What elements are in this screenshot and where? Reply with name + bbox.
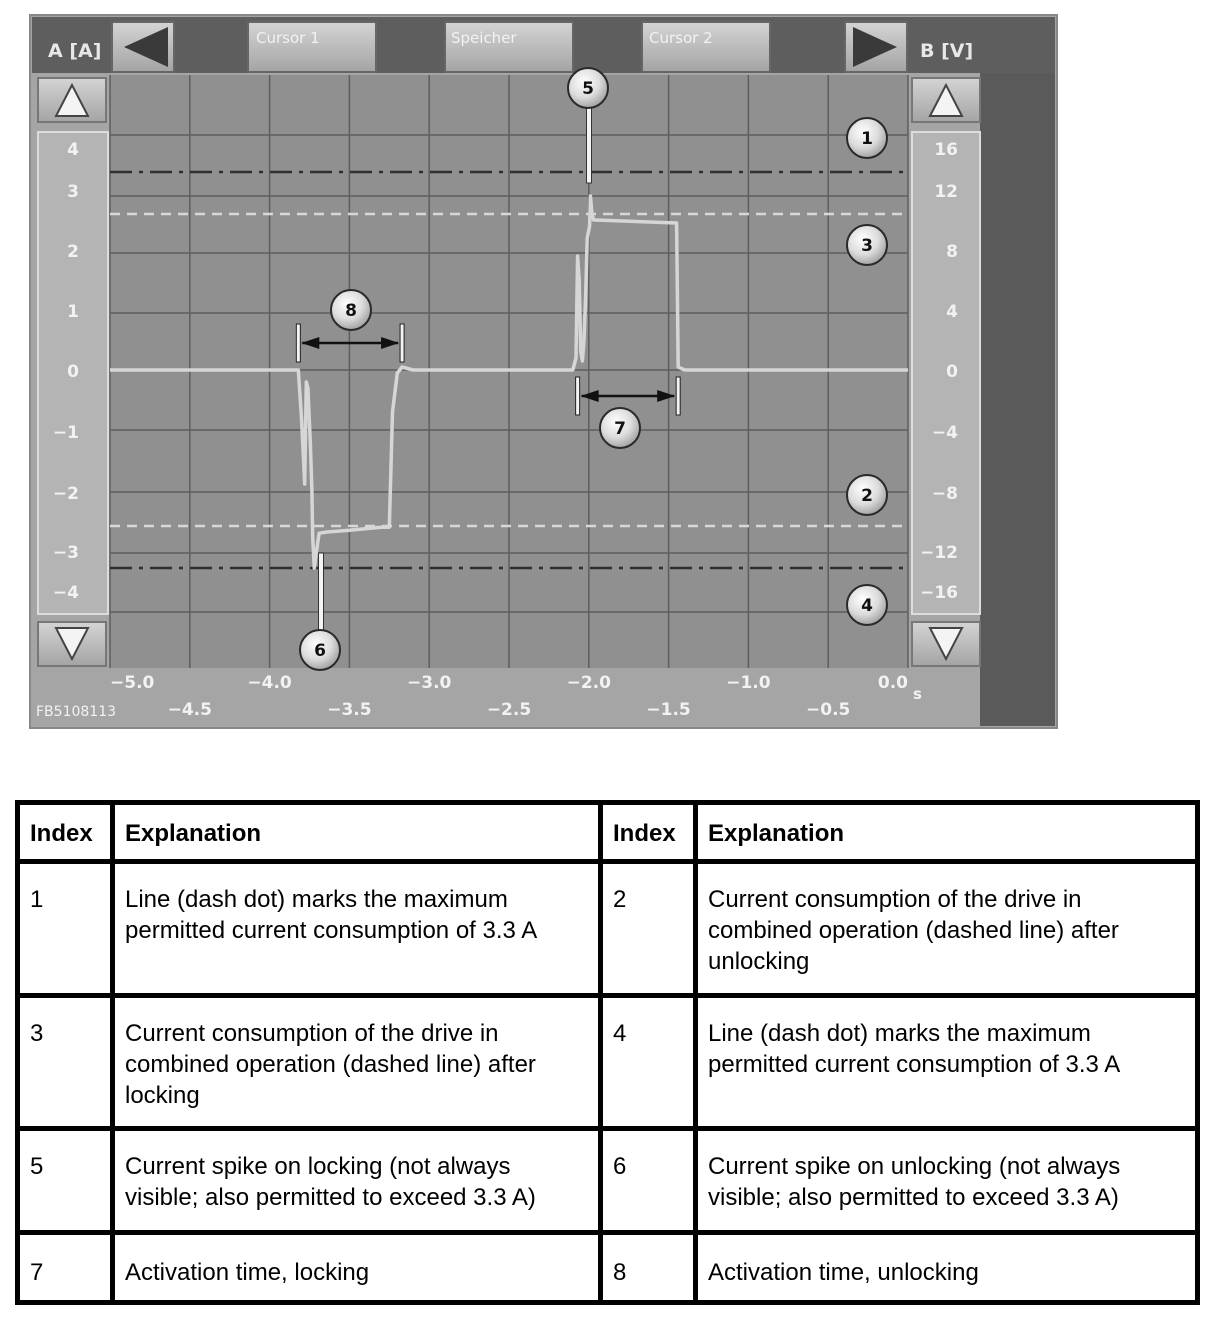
y-tick-label-right: −8 <box>931 484 958 504</box>
cursor-2-button[interactable] <box>642 22 770 72</box>
legend-header-row <box>18 803 1198 862</box>
callout-label: 3 <box>861 236 873 256</box>
y-tick-label-left: −1 <box>52 423 79 443</box>
interval-bar <box>576 377 580 415</box>
explanation-cell: Activation time, locking <box>113 1232 601 1302</box>
leader-line <box>319 553 324 632</box>
figure-id: FB5108113 <box>36 704 117 720</box>
table-row <box>18 995 1198 1129</box>
y-tick-label-left: −4 <box>52 583 79 603</box>
y-tick-label-right: −4 <box>931 423 958 443</box>
callout-6 <box>300 630 340 670</box>
callout-5 <box>568 68 608 108</box>
x-tick-label: 0.0 <box>877 673 908 693</box>
right-axis-label: B [V] <box>920 40 974 62</box>
explanation-cell: Current spike on locking (not always visible; also permitted to exceed 3.3 A) <box>113 1129 601 1232</box>
explanation-cell: Line (dash dot) marks the maximum permitted current consumption of 3.3 A <box>113 862 601 996</box>
index-cell: 4 <box>601 995 696 1129</box>
interval-bar <box>400 324 404 362</box>
explanation-cell: Current spike on unlocking (not always visible; also permitted to exceed 3.3 A) <box>696 1129 1198 1232</box>
callout-8 <box>331 290 371 330</box>
right-scale-up-button[interactable] <box>912 78 980 122</box>
index-cell: 3 <box>18 995 113 1129</box>
x-tick-label: −1.0 <box>726 673 771 693</box>
y-tick-label-right: 16 <box>934 140 958 160</box>
legend-table <box>15 800 1200 1305</box>
y-tick-label-right: 8 <box>946 242 958 262</box>
callout-label: 4 <box>861 596 873 616</box>
header-explanation: Explanation <box>696 803 1198 862</box>
callout-3 <box>847 225 887 265</box>
cursor-1-label: Cursor 1 <box>256 29 320 47</box>
x-tick-label: −4.0 <box>247 673 292 693</box>
explanation-cell: Current consumption of the drive in combined operation (dashed line) after locking <box>113 995 601 1129</box>
right-dark-panel <box>980 73 1055 726</box>
x-tick-label: −2.0 <box>566 673 611 693</box>
left-axis-label: A [A] <box>48 40 102 62</box>
index-cell: 8 <box>601 1232 696 1302</box>
x-tick-label: −3.5 <box>327 700 372 720</box>
x-tick-label: −0.5 <box>806 700 851 720</box>
x-tick-label: −4.5 <box>167 700 212 720</box>
callout-1 <box>847 118 887 158</box>
callout-7 <box>600 408 640 448</box>
y-tick-label-left: 0 <box>67 362 79 382</box>
explanation-cell: Current consumption of the drive in combined operation (dashed line) after unlocking <box>696 862 1198 996</box>
callout-label: 6 <box>314 641 326 661</box>
x-tick-label: −2.5 <box>486 700 532 720</box>
left-scale-up-button[interactable] <box>38 78 106 122</box>
table-row <box>18 1129 1198 1232</box>
x-tick-label: −3.0 <box>407 673 452 693</box>
y-tick-label-left: −3 <box>52 543 79 563</box>
scroll-right-button[interactable] <box>845 22 907 72</box>
interval-bar <box>296 324 300 362</box>
y-tick-label-right: −12 <box>920 543 958 563</box>
y-tick-label-left: 4 <box>67 140 79 160</box>
explanation-cell: Line (dash dot) marks the maximum permitted current consumption of 3.3 A <box>696 995 1198 1129</box>
callout-2 <box>847 475 887 515</box>
header-index: Index <box>601 803 696 862</box>
interval-bar <box>676 377 680 415</box>
y-tick-label-left: 1 <box>67 302 79 322</box>
y-tick-label-left: 3 <box>67 182 79 202</box>
index-cell: 7 <box>18 1232 113 1302</box>
y-tick-label-left: −2 <box>52 484 79 504</box>
y-tick-label-right: 0 <box>946 362 958 382</box>
y-tick-label-right: 12 <box>934 182 958 202</box>
scroll-left-button[interactable] <box>112 22 174 72</box>
index-cell: 2 <box>601 862 696 996</box>
x-unit-label: s <box>913 685 922 703</box>
header-index: Index <box>18 803 113 862</box>
y-tick-label-left: 2 <box>67 242 79 262</box>
index-cell: 1 <box>18 862 113 996</box>
callout-label: 1 <box>861 129 873 149</box>
memory-label: Speicher <box>451 29 517 47</box>
table-row <box>18 1232 1198 1302</box>
table-row <box>18 862 1198 996</box>
x-tick-label: −5.0 <box>110 673 155 693</box>
right-scale-down-button[interactable] <box>912 622 980 666</box>
callout-label: 2 <box>861 486 873 506</box>
y-tick-label-right: −16 <box>920 583 958 603</box>
callout-4 <box>847 585 887 625</box>
header-explanation: Explanation <box>113 803 601 862</box>
left-scale-down-button[interactable] <box>38 622 106 666</box>
leader-line <box>587 108 592 183</box>
explanation-cell: Activation time, unlocking <box>696 1232 1198 1302</box>
index-cell: 6 <box>601 1129 696 1232</box>
index-cell: 5 <box>18 1129 113 1232</box>
callout-label: 7 <box>614 419 626 439</box>
cursor-2-label: Cursor 2 <box>649 29 713 47</box>
cursor-1-button[interactable] <box>248 22 376 72</box>
y-tick-label-right: 4 <box>946 302 958 322</box>
callout-label: 8 <box>345 301 357 321</box>
memory-button[interactable] <box>445 22 573 72</box>
callout-label: 5 <box>582 79 594 99</box>
x-tick-label: −1.5 <box>646 700 691 720</box>
